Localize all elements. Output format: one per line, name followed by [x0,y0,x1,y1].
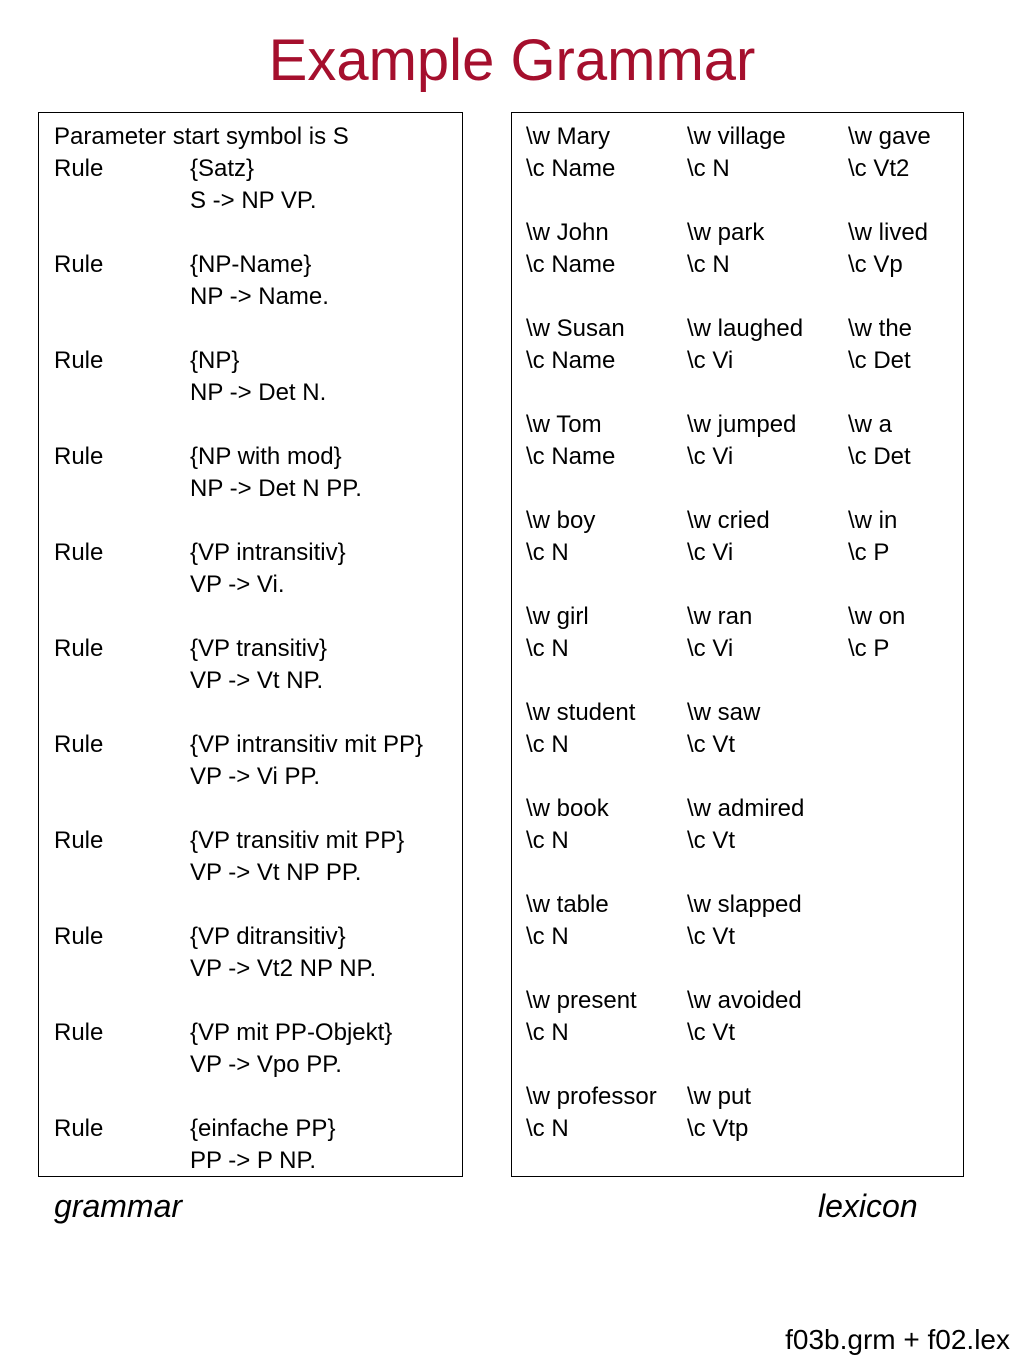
rule-name: {VP mit PP-Objekt} [190,1019,393,1046]
rule-name: {VP ditransitiv} [190,923,346,950]
lexicon-category: \c N [526,1019,569,1046]
rule-keyword: Rule [54,539,104,566]
rule-keyword: Rule [54,1019,104,1046]
lexicon-category: \c Vtp [687,1115,749,1142]
rule-name: {NP-Name} [190,251,312,278]
lexicon-word: \w Susan [526,315,625,342]
lexicon-category: \c N [526,731,569,758]
lexicon-category: \c Vt [687,827,736,854]
rule-production: NP -> Name. [190,283,329,310]
rule-production: PP -> P NP. [190,1147,317,1174]
lexicon-category: \c N [526,635,569,662]
lexicon-word: \w admired [687,795,805,822]
lexicon-category: \c N [687,155,730,182]
rule-production: VP -> Vpo PP. [190,1051,342,1078]
lexicon-category: \c Name [526,443,616,470]
lexicon-word: \w village [687,123,786,150]
lexicon-word: \w a [848,411,893,438]
rule-keyword: Rule [54,155,104,182]
lexicon-word: \w park [687,219,765,246]
lexicon-word: \w ran [687,603,753,630]
lexicon-word: \w book [526,795,609,822]
lexicon-caption: lexicon [818,1188,918,1224]
lexicon-category: \c Vt [687,731,736,758]
lexicon-word: \w the [848,315,913,342]
rule-production: VP -> Vt2 NP NP. [190,955,377,982]
rule-production: NP -> Det N. [190,379,327,406]
source-files-label: f03b.grm + f02.lex [785,1324,1010,1355]
lexicon-box [511,112,964,1177]
rule-name: {NP} [190,347,240,374]
rule-keyword: Rule [54,1115,104,1142]
lexicon-word: \w put [687,1083,752,1110]
lexicon-word: \w student [526,699,636,726]
lexicon-word: \w John [526,219,609,246]
rule-keyword: Rule [54,347,104,374]
rule-production: VP -> Vi. [190,571,285,598]
lexicon-word: \w slapped [687,891,802,918]
lexicon-category: \c Vi [687,443,734,470]
lexicon-category: \c N [526,1115,569,1142]
lexicon-word: \w on [848,603,906,630]
lexicon-word: \w jumped [687,411,797,438]
lexicon-category: \c Vt [687,1019,736,1046]
lexicon-category: \c Name [526,347,616,374]
lexicon-category: \c Vt2 [848,155,910,182]
rule-keyword: Rule [54,443,104,470]
lexicon-category: \c Name [526,251,616,278]
lexicon-word: \w boy [526,507,596,534]
lexicon-category: \c Det [848,347,911,374]
rule-name: {VP transitiv} [190,635,327,662]
rule-production: NP -> Det N PP. [190,475,362,502]
rule-name: {NP with mod} [190,443,342,470]
lexicon-category: \c N [526,923,569,950]
lexicon-word: \w Tom [526,411,602,438]
rule-name: {VP transitiv mit PP} [190,827,405,854]
lexicon-category: \c N [687,251,730,278]
rule-keyword: Rule [54,923,104,950]
rule-production: VP -> Vt NP PP. [190,859,362,886]
grammar-caption: grammar [54,1188,183,1224]
rule-keyword: Rule [54,251,104,278]
lexicon-word: \w avoided [687,987,802,1014]
page-title: Example Grammar [268,28,756,93]
lexicon-category: \c P [848,635,890,662]
rule-name: {einfache PP} [190,1115,336,1142]
grammar-start-symbol: Parameter start symbol is S [54,123,349,150]
lexicon-category: \c N [526,827,569,854]
lexicon-word: \w in [848,507,898,534]
lexicon-category: \c P [848,539,890,566]
lexicon-word: \w cried [687,507,770,534]
rule-keyword: Rule [54,731,104,758]
lexicon-word: \w gave [848,123,931,150]
lexicon-word: \w lived [848,219,929,246]
lexicon-category: \c Det [848,443,911,470]
lexicon-word: \w saw [687,699,761,726]
lexicon-word: \w professor [526,1083,657,1110]
rule-keyword: Rule [54,635,104,662]
lexicon-category: \c Vt [687,923,736,950]
rule-production: VP -> Vt NP. [190,667,324,694]
lexicon-category: \c Name [526,155,616,182]
lexicon-word: \w Mary [526,123,610,150]
rule-name: {Satz} [190,155,255,182]
rule-production: VP -> Vi PP. [190,763,321,790]
rule-keyword: Rule [54,827,104,854]
lexicon-word: \w table [526,891,609,918]
rule-name: {VP intransitiv} [190,539,346,566]
lexicon-word: \w present [526,987,637,1014]
lexicon-word: \w girl [526,603,589,630]
lexicon-category: \c Vi [687,539,734,566]
lexicon-category: \c Vp [848,251,903,278]
rule-name: {VP intransitiv mit PP} [190,731,423,758]
rule-production: S -> NP VP. [190,187,317,214]
lexicon-category: \c N [526,539,569,566]
lexicon-word: \w laughed [687,315,804,342]
grammar-box [38,112,463,1177]
lexicon-category: \c Vi [687,347,734,374]
lexicon-category: \c Vi [687,635,734,662]
